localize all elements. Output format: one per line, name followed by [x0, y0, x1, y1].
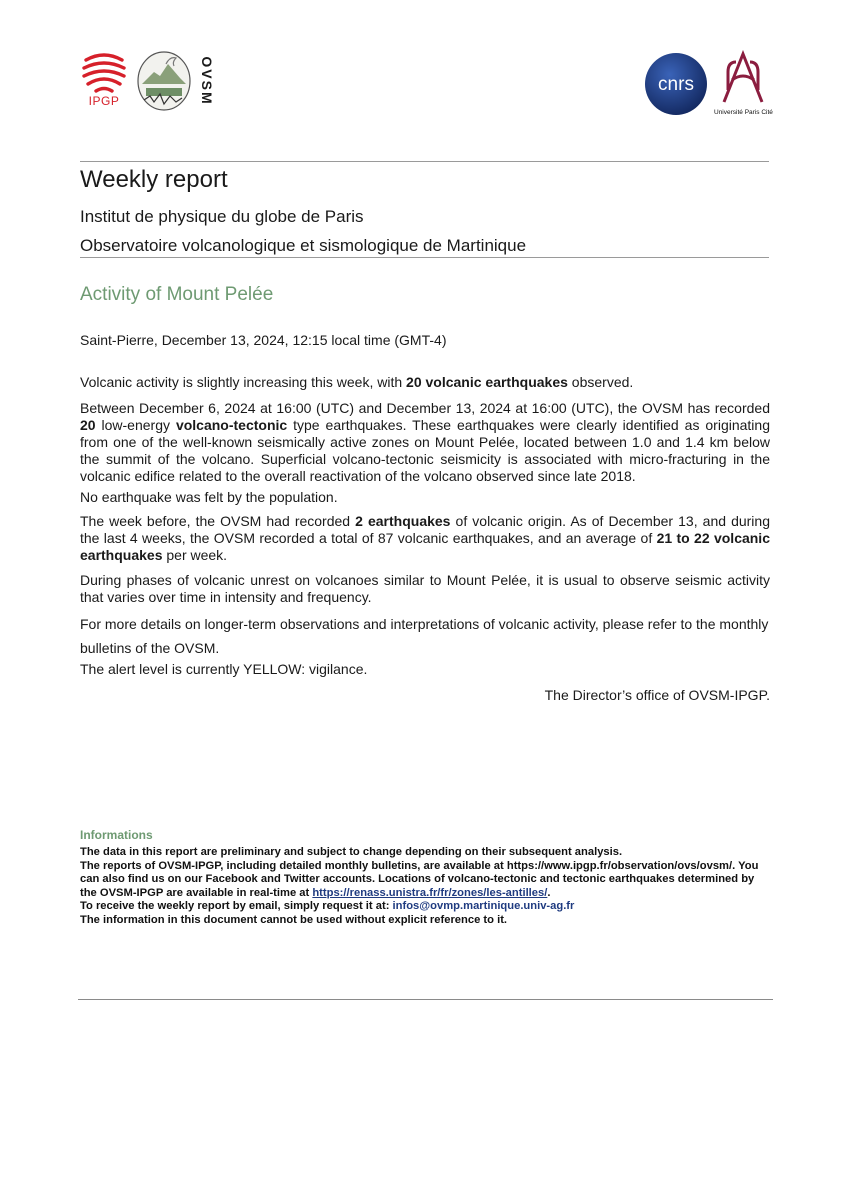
informations-block: The data in this report are preliminary and subject to change depending on their subsequent analysis. The reports of OVSM-IPGP, including detailed monthly bulletins, are available at https://www.ipgp.fr/observation/ovs/ovsm/. You can also find us on our Facebook and Twitter accounts. Locations of volcano-tectonic and tectonic earthquakes determined by the OVSM-IPGP are available in real-time at https://renass.unistra.fr/fr/zones/les-antilles/. To receive the weekly report by email, simply request it at: infos@ovmp.martinique.univ-ag.fr The information in this document cannot be used without explicit reference to it. — [80, 846, 759, 926]
cnrs-logo-text: cnrs — [658, 74, 694, 95]
ovsm-logo — [136, 50, 218, 112]
paragraph-details: Between December 6, 2024 at 16:00 (UTC) and December 13, 2024 at 16:00 (UTC), the OVSM has recorded 20 low-energy volcano-tectonic type earthquakes. These earthquakes were clearly identified as originating from one of the well-known seismically active zones on Mount Pelée, located between 1.0 and 1.4 km below the summit of the volcano. Superficial volcano-tectonic seismicity is associated with micro-fracturing in the volcanic edifice related to the overall reactivation of the volcano observed since late 2018. — [80, 400, 770, 484]
signature: The Director’s office of OVSM-IPGP. — [544, 687, 770, 703]
cnrs-logo — [644, 52, 708, 116]
header-top-rule — [80, 161, 769, 162]
ipgp-logo — [80, 50, 128, 112]
header-bottom-rule — [80, 257, 769, 258]
observatory-name: Observatoire volcanologique et sismologique de Martinique — [80, 236, 527, 255]
upc-logo-text: Université Paris Cité — [714, 109, 773, 116]
paragraph-alert-level: The alert level is currently YELLOW: vigilance. — [80, 661, 368, 677]
paragraph-felt: No earthquake was felt by the population. — [80, 489, 338, 505]
informations-heading: Informations — [80, 828, 153, 842]
highlight-count: 20 volcanic earthquakes — [406, 374, 568, 390]
dateline: Saint-Pierre, December 13, 2024, 12:15 local time (GMT-4) — [80, 332, 447, 348]
upc-emblem-icon — [714, 50, 772, 104]
universite-paris-cite-logo — [714, 50, 772, 116]
report-title: Weekly report — [80, 166, 228, 193]
ovsm-logo-text: OVSM — [199, 56, 215, 106]
section-title: Activity of Mount Pelée — [80, 284, 274, 305]
footer-rule — [78, 999, 773, 1000]
ipgp-logo-text: IPGP — [88, 94, 120, 108]
paragraph-more-details: For more details on longer-term observations and interpretations of volcanic activity, please refer to the monthly bulletins of the OVSM. — [80, 616, 769, 656]
ipgp-emblem-icon — [80, 50, 128, 96]
paragraph-summary: Volcanic activity is slightly increasing this week, with 20 volcanic earthquakes observed. — [80, 374, 634, 390]
cnrs-emblem-icon — [644, 52, 708, 116]
renass-link[interactable]: https://renass.unistra.fr/fr/zones/les-antilles/ — [312, 886, 548, 899]
paragraph-unrest: During phases of volcanic unrest on volcanoes similar to Mount Pelée, it is usual to observe seismic activity that varies over time in intensity and frequency. — [80, 572, 770, 605]
paragraph-previous-week: The week before, the OVSM had recorded 2 earthquakes of volcanic origin. As of December 13, and during the last 4 weeks, the OVSM recorded a total of 87 volcanic earthquakes, and an average of 21 to 22 volcanic earthquakes per week. — [80, 513, 770, 563]
institute-name: Institut de physique du globe de Paris — [80, 207, 364, 226]
ovsm-emblem-icon — [136, 50, 218, 112]
email-link[interactable]: infos@ovmp.martinique.univ-ag.fr — [392, 900, 575, 913]
